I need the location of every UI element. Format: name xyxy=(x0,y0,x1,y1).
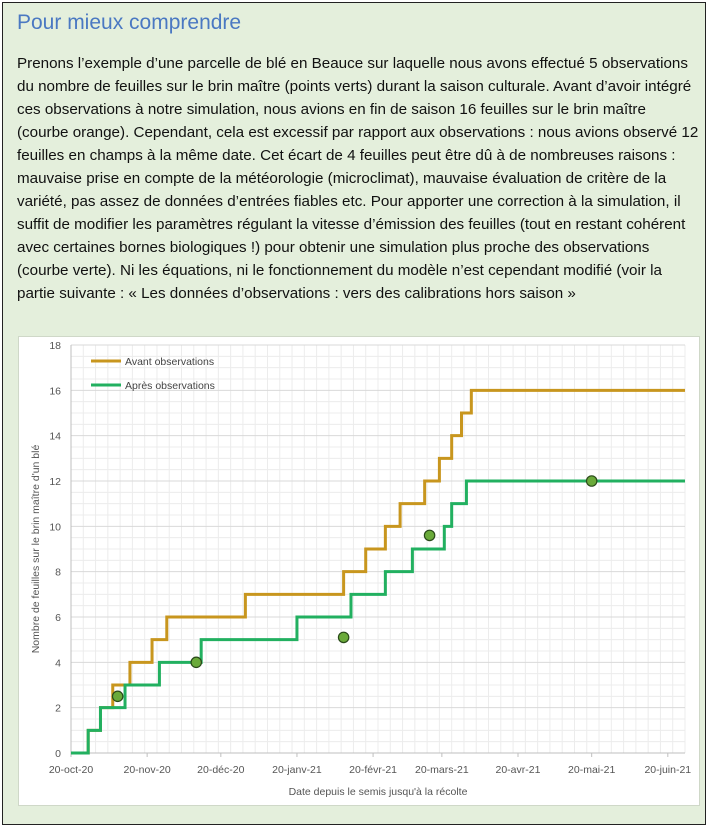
y-tick-label: 0 xyxy=(55,748,61,760)
legend-label-avant: Avant observations xyxy=(125,356,215,368)
explanation-paragraph: Prenons l’exemple d’une parcelle de blé en Beauce sur laquelle nous avons effectué 5 observations du nombre de feuilles sur le brin maître (points verts) durant la saison culturale. Avant d’avoir intégré ces observations à notre simulation, nous avions en fin de saison 16 feuilles sur le brin maître (courbe orange). Cependant, cela est excessif par rapport aux observations : nous avions observé 12 feuilles en champs à la même date. Cet écart de 4 feuilles peut être dû à de nombreuses raisons : mauvaise prise en compte de la météorologie (microclimat), mauvaise évaluation de critère de la variété, pas assez de données d’entrées fiables etc. Pour apporter une correction à la simulation, il suffit de modifier les paramètres régulant la vitesse d’émission des feuilles (tout en restant cohérent avec certaines bornes biologiques !) pour obtenir une simulation plus proche des observations (courbe verte). Ni les équations, ni le fonctionnement du modèle n’est cependant modifié (voir la partie suivante : « Les données d’observations : vers des calibrations hors saison » xyxy=(17,55,699,302)
y-tick-label: 14 xyxy=(49,430,61,443)
chart-area xyxy=(18,336,700,806)
x-tick-label: 20-nov-20 xyxy=(123,764,171,776)
x-tick-label: 20-déc-20 xyxy=(197,764,245,776)
y-tick-label: 12 xyxy=(49,476,61,488)
observation-point xyxy=(338,632,348,642)
legend-label-apres: Après observations xyxy=(125,380,215,392)
observation-point xyxy=(424,530,434,540)
x-tick-label: 20-janv-21 xyxy=(272,764,322,776)
leaf-count-chart xyxy=(19,337,699,805)
section-heading: Pour mieux comprendre xyxy=(17,11,242,34)
y-tick-label: 2 xyxy=(55,702,61,715)
observation-points xyxy=(112,476,596,702)
chart-legend xyxy=(91,356,215,392)
y-tick-label: 8 xyxy=(55,566,61,579)
x-tick-label: 20-oct-20 xyxy=(48,764,94,776)
y-axis-title: Nombre de feuilles sur le brin maître d'un blé xyxy=(30,444,42,654)
info-panel xyxy=(2,2,706,825)
y-tick-label: 6 xyxy=(55,612,61,624)
x-axis-title: Date depuis le semis jusqu'à la récolte xyxy=(288,786,468,798)
chart-axes xyxy=(30,340,691,798)
observation-point xyxy=(191,657,201,667)
x-tick-label: 20-juin-21 xyxy=(644,764,692,776)
y-tick-label: 4 xyxy=(55,657,61,670)
x-tick-label: 20-mars-21 xyxy=(415,764,469,776)
observation-point xyxy=(112,691,122,701)
y-tick-label: 16 xyxy=(49,385,61,398)
x-tick-label: 20-mai-21 xyxy=(568,764,616,776)
y-tick-label: 10 xyxy=(49,521,61,534)
y-tick-label: 18 xyxy=(49,340,61,352)
observation-point xyxy=(586,476,596,486)
x-tick-label: 20-févr-21 xyxy=(349,764,398,776)
x-tick-label: 20-avr-21 xyxy=(495,764,541,776)
